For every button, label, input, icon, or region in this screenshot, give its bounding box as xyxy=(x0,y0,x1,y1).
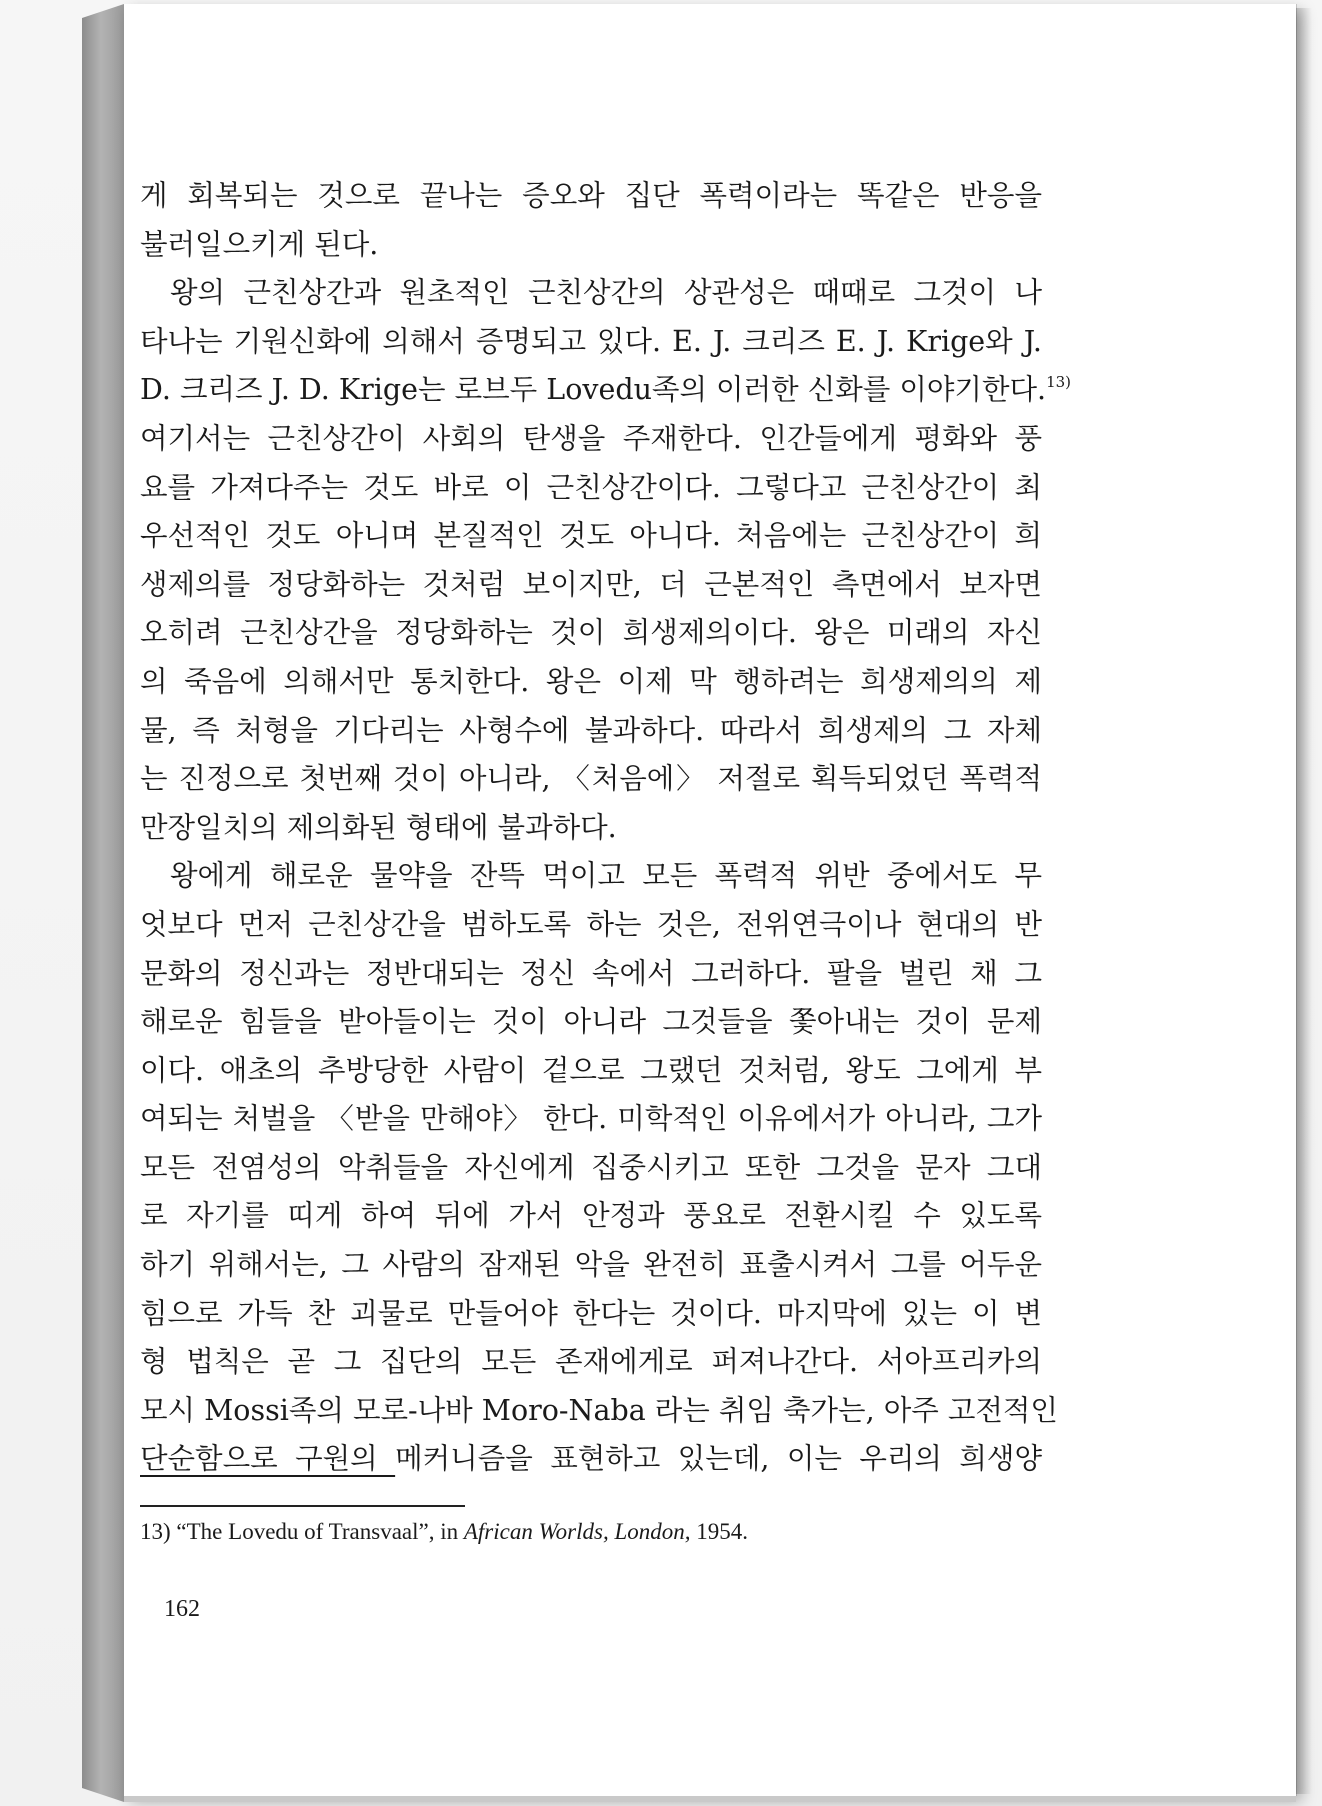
text-line: 엇보다 먼저 근친상간을 범하도록 하는 것은, 전위연극이나 현대의 반 xyxy=(140,907,1042,941)
text-line: 는 진정으로 첫번째 것이 아니라, 〈처음에〉 저절로 획득되었던 폭력적 xyxy=(140,762,1042,796)
footnote-number: 13) xyxy=(140,1519,171,1544)
text-line: 생제의를 정당화하는 것처럼 보이지만, 더 근본적인 측면에서 보자면 xyxy=(140,567,1042,601)
text-line-content: D. 크리즈 J. D. Krige는 로브두 Lovedu족의 이러한 신화를 이야기한다. xyxy=(140,373,1047,407)
text-line xyxy=(140,1435,1042,1484)
book-bottom-edge xyxy=(124,1796,1296,1802)
text-line: 물, 즉 처형을 기다리는 사형수에 불과하다. 따라서 희생제의 그 자체 xyxy=(140,713,1042,747)
text-line: 힘으로 가득 찬 괴물로 만들어야 한다는 것이다. 마지막에 있는 이 변 xyxy=(140,1296,1042,1330)
page-number: 162 xyxy=(164,1596,200,1622)
text-line: 게 회복되는 것으로 끝나는 증오와 집단 폭력이라는 똑같은 반응을 xyxy=(140,179,1042,212)
footnote-book-title: African Worlds, London, xyxy=(463,1519,691,1544)
text-line: 해로운 힘들을 받아들이는 것이 아니라 그것들을 쫓아내는 것이 문제 xyxy=(140,1005,1042,1039)
text-line: 이다. 애초의 추방당한 사람이 겉으로 그랬던 것처럼, 왕도 그에게 부 xyxy=(140,1053,1042,1087)
text-line: 요를 가져다주는 것도 바로 이 근친상간이다. 그렇다고 근친상간이 최 xyxy=(140,470,1042,504)
text-line: 우선적인 것도 아니며 본질적인 것도 아니다. 처음에는 근친상간이 희 xyxy=(140,519,1042,553)
text-line: 왕에게 해로운 물약을 잔뜩 먹이고 모든 폭력적 위반 중에서도 무 xyxy=(170,859,1042,893)
footnote xyxy=(140,1514,1042,1550)
text-line: 문화의 정신과는 정반대되는 정신 속에서 그러하다. 팔을 벌린 채 그 xyxy=(140,956,1042,990)
text-line: 왕의 근친상간과 원초적인 근친상간의 상관성은 때때로 그것이 나 xyxy=(170,276,1042,310)
text-line: 불러일으키게 된다. xyxy=(140,227,379,261)
text-line-rest: 메커니즘을 표현하고 있는데, 이는 우리의 희생양 xyxy=(395,1442,1042,1476)
text-line: 하기 위해서는, 그 사람의 잠재된 악을 완전히 표출시켜서 그를 어두운 xyxy=(140,1248,1042,1282)
text-line: 타나는 기원신화에 의해서 증명되고 있다. E. J. 크리즈 E. J. Krige와 J. xyxy=(140,324,1042,358)
text-line: 로 자기를 띠게 하여 뒤에 가서 안정과 풍요로 전환시킬 수 있도록 xyxy=(140,1199,1042,1233)
page-shadow xyxy=(1296,8,1312,1794)
footnote-quote: “The Lovedu of Transvaal”, in xyxy=(176,1519,464,1544)
body-text xyxy=(140,172,1072,1484)
text-line: 여되는 처벌을 〈받을 만해야〉 한다. 미학적인 이유에서가 아니라, 그가 xyxy=(140,1102,1042,1136)
footnote-reference: 13) xyxy=(1046,373,1072,392)
book-spine xyxy=(82,4,124,1802)
text-line: 형 법칙은 곧 그 집단의 모든 존재에게로 퍼져나간다. 서아프리카의 xyxy=(140,1345,1042,1379)
underlined-phrase: 단순함으로 구원의 xyxy=(140,1442,396,1476)
text-line-with-footnote-ref xyxy=(140,366,1072,415)
footnote-divider xyxy=(140,1505,465,1507)
text-line: 의 죽음에 의해서만 통치한다. 왕은 이제 막 행하려는 희생제의의 제 xyxy=(140,664,1042,698)
text-line: 오히려 근친상간을 정당화하는 것이 희생제의이다. 왕은 미래의 자신 xyxy=(140,616,1042,650)
text-line: 모든 전염성의 악취들을 자신에게 집중시키고 또한 그것을 문자 그대 xyxy=(140,1150,1042,1184)
text-line: 만장일치의 제의화된 형태에 불과하다. xyxy=(140,810,617,844)
footnote-year: 1954. xyxy=(690,1519,748,1544)
text-line: 모시 Mossi족의 모로-나바 Moro-Naba 라는 취임 축가는, 아주 고전적인 xyxy=(140,1393,1058,1427)
text-line: 여기서는 근친상간이 사회의 탄생을 주재한다. 인간들에게 평화와 풍 xyxy=(140,421,1042,455)
